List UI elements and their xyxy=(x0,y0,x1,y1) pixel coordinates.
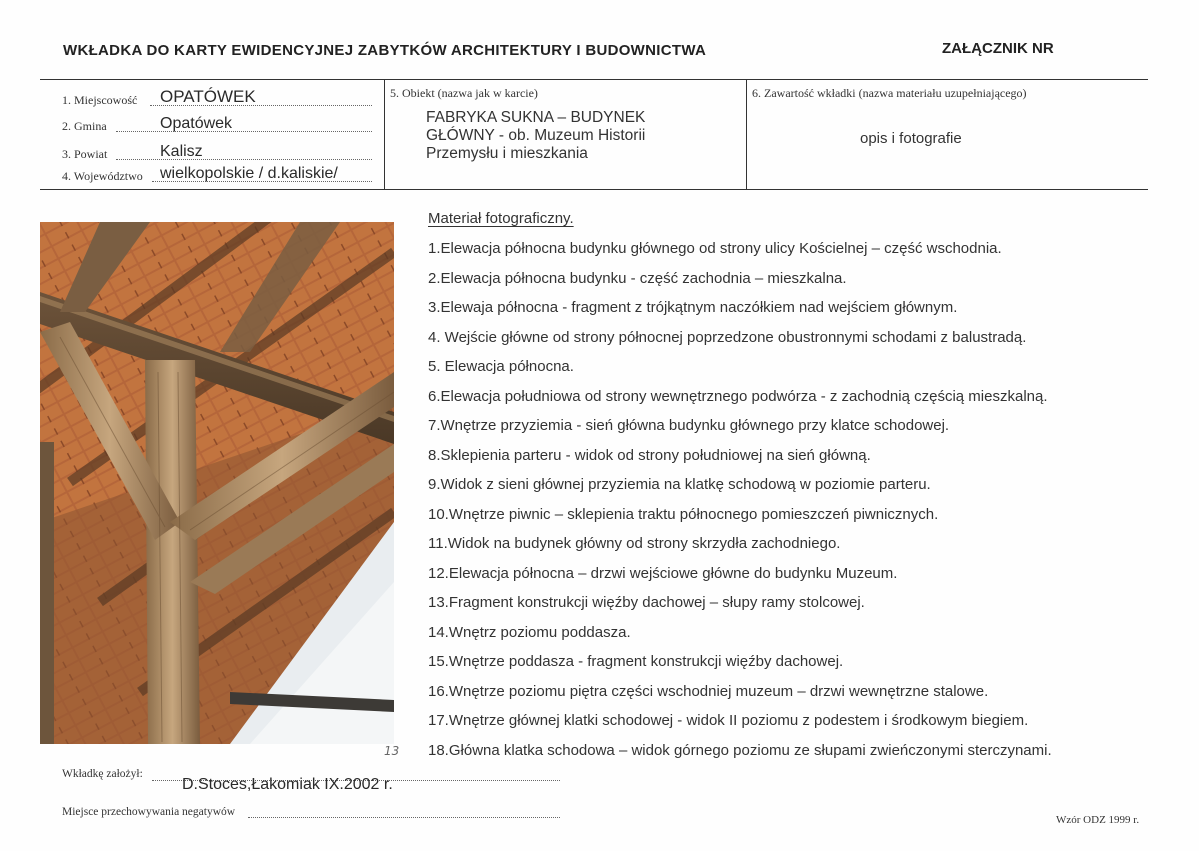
author-value: D.Stoces,Łakomiak IX.2002 r. xyxy=(182,776,393,793)
object-name-line-1: FABRYKA SUKNA – BUDYNEK xyxy=(426,109,646,126)
commune-label: 2. Gmina xyxy=(62,119,107,133)
list-item: 14.Wnętrz poziomu poddasza. xyxy=(428,623,631,641)
list-item: 6.Elewacja południowa od strony wewnętrznego podwórza - z zachodnią częścią mieszkalną. xyxy=(428,387,1048,405)
object-name xyxy=(426,109,726,163)
voivodeship-value: wielkopolskie / d.kaliskie/ xyxy=(160,165,338,182)
field-commune xyxy=(62,114,372,136)
list-item: 4. Wejście główne od strony północnej poprzedzone obustronnymi schodami z balustradą. xyxy=(428,328,1027,346)
list-item: 8.Sklepienia parteru - widok od strony południowej na sień główną. xyxy=(428,446,871,464)
commune-dots xyxy=(116,131,372,132)
county-label: 3. Powiat xyxy=(62,147,108,161)
roof-truss-illustration xyxy=(40,222,394,744)
list-item: 16.Wnętrze poziomu piętra części wschodniej muzeum – drzwi wewnętrzne stalowe. xyxy=(428,682,989,700)
voivodeship-label: 4. Województwo xyxy=(62,169,143,183)
list-item: 13.Fragment konstrukcji więźby dachowej – słupy ramy stolcowej. xyxy=(428,594,865,611)
info-box-bottom-border xyxy=(40,189,1148,190)
photo-material-heading: Materiał fotograficzny. xyxy=(428,210,574,227)
list-item: 7.Wnętrze przyziemia - sień główna budynku głównego przy klatce schodowej. xyxy=(428,417,950,434)
negatives-label: Miejsce przechowywania negatywów xyxy=(62,806,236,818)
locality-label: 1. Miejscowość xyxy=(62,93,138,107)
photo-material-list xyxy=(428,234,1178,765)
author-label: Wkładkę założył: xyxy=(62,768,143,780)
county-value: Kalisz xyxy=(160,143,203,160)
field-county xyxy=(62,142,372,164)
locality-value: OPATÓWEK xyxy=(160,87,256,106)
list-item: 2.Elewacja północna budynku - część zachodnia – mieszkalna. xyxy=(428,269,847,287)
photo-number: 13 xyxy=(384,744,400,758)
list-item: 12.Elewacja północna – drzwi wejściowe główne do budynku Muzeum. xyxy=(428,564,898,582)
list-item: 3.Elewaja północna - fragment z trójkątnym naczółkiem nad wejściem głównym. xyxy=(428,299,958,316)
field-locality xyxy=(62,88,372,110)
annex-number-label: ZAŁĄCZNIK NR xyxy=(942,40,1054,57)
form-version: Wzór ODZ 1999 r. xyxy=(1056,814,1140,826)
object-label: 5. Obiekt (nazwa jak w karcie) xyxy=(390,86,538,100)
roof-truss-photo xyxy=(40,222,394,744)
list-item: 18.Główna klatka schodowa – widok górnego poziomu ze słupami zwieńczonymi sterczynami. xyxy=(428,741,1052,759)
list-item: 11.Widok na budynek główny od strony skrzydła zachodniego. xyxy=(428,535,841,552)
commune-value: Opatówek xyxy=(160,115,233,132)
list-item: 10.Wnętrze piwnic – sklepienia traktu północnego pomieszczeń piwnicznych. xyxy=(428,505,939,523)
object-name-line-3: Przemysłu i mieszkania xyxy=(426,145,588,162)
list-item: 9.Widok z sieni głównej przyziemia na klatkę schodową w poziomie parteru. xyxy=(428,476,931,493)
field-voivodeship xyxy=(62,164,372,186)
object-name-line-2: GŁÓWNY - ob. Muzeum Historii xyxy=(426,127,646,144)
contents-value: opis i fotografie xyxy=(860,130,962,147)
contents-label: 6. Zawartość wkładki (nazwa materiału uzupełniającego) xyxy=(752,86,1027,100)
list-item: 17.Wnętrze głównej klatki schodowej - widok II poziomu z podestem i środkowym biegiem. xyxy=(428,712,1029,729)
list-item: 5. Elewacja północna. xyxy=(428,358,574,375)
info-box-top-border xyxy=(40,79,1148,80)
info-box-divider-2 xyxy=(746,80,747,189)
negatives-dots xyxy=(248,817,560,818)
list-item: 15.Wnętrze poddasza - fragment konstrukcji więźby dachowej. xyxy=(428,653,844,670)
info-box-divider-1 xyxy=(384,80,385,189)
form-title: WKŁADKA DO KARTY EWIDENCYJNEJ ZABYTKÓW ARCHITEKTURY I BUDOWNICTWA xyxy=(63,42,707,59)
list-item: 1.Elewacja północna budynku głównego od strony ulicy Kościelnej – część wschodnia. xyxy=(428,240,1002,257)
county-dots xyxy=(116,159,372,160)
